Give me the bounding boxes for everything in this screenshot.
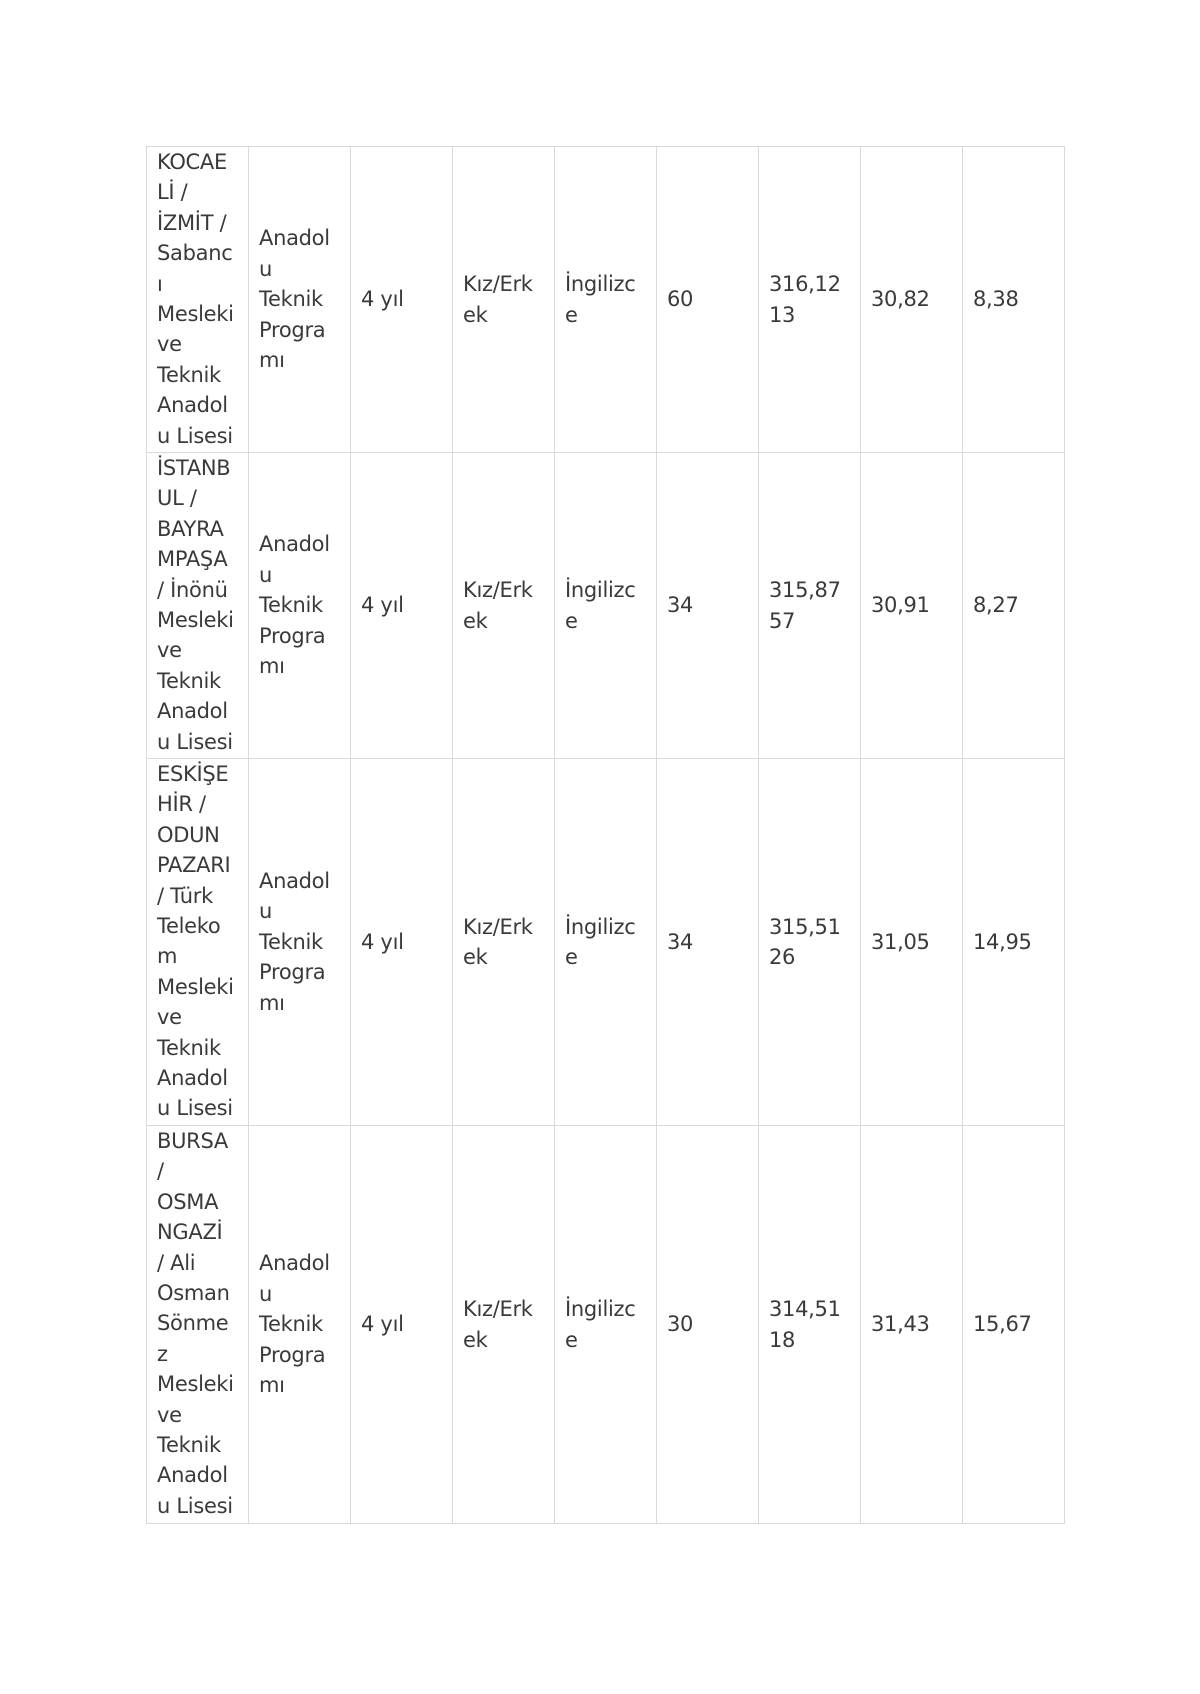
- cell-text-line: ve: [157, 1402, 182, 1427]
- cell-text-line: Mesleki: [157, 302, 234, 327]
- cell-text-line: Anadol: [157, 699, 228, 724]
- cell-text-line: 30: [667, 1312, 694, 1337]
- cell-text-line: Progra: [259, 1342, 326, 1367]
- cell-text-line: İngilizc: [565, 272, 636, 297]
- cell-text-line: Mesleki: [157, 608, 234, 633]
- cell-text-line: 15,67: [973, 1312, 1032, 1337]
- cell-text-line: Mesleki: [157, 1372, 234, 1397]
- cell-text-line: Anadol: [157, 1463, 228, 1488]
- cell-text-line: ODUN: [157, 822, 220, 847]
- cell-text-line: İZMİT /: [157, 210, 227, 235]
- cell-text-line: İngilizc: [565, 914, 636, 939]
- cell-text-line: 315,51: [769, 914, 841, 939]
- school-name-cell: [147, 147, 249, 453]
- cell-text-line: BURSA: [157, 1129, 228, 1153]
- cell-text-line: MPAŞA: [157, 547, 228, 572]
- cell-text-line: u Lisesi: [157, 729, 233, 754]
- last-value-cell: [963, 453, 1065, 759]
- score-cell: [759, 1126, 861, 1524]
- school-name-cell: [147, 453, 249, 759]
- cell-text-line: 31,43: [871, 1312, 930, 1337]
- cell-text-line: 60: [667, 287, 694, 312]
- gender-cell: [453, 453, 555, 759]
- cell-text-line: 4 yıl: [361, 287, 404, 312]
- table-row: [147, 147, 1065, 453]
- cell-text-line: Teknik: [157, 362, 221, 387]
- duration-cell: [351, 759, 453, 1126]
- cell-text-line: Kız/Erk: [463, 272, 533, 297]
- duration-cell: [351, 1126, 453, 1524]
- language-cell: [555, 759, 657, 1126]
- percentile-cell: [861, 453, 963, 759]
- cell-text-line: UL /: [157, 486, 197, 511]
- score-cell: [759, 759, 861, 1126]
- cell-text-line: Teknik: [157, 1035, 221, 1060]
- cell-text-line: 26: [769, 945, 796, 969]
- cell-text-line: mı: [259, 1373, 285, 1398]
- school-table: [146, 146, 1065, 1524]
- last-value-cell: [963, 147, 1065, 453]
- cell-text-line: ve: [157, 1005, 182, 1030]
- cell-text-line: u: [259, 256, 273, 281]
- cell-text-line: Osman: [157, 1281, 230, 1306]
- cell-text-line: e: [565, 608, 578, 633]
- cell-text-line: Teknik: [259, 593, 323, 618]
- percentile-cell: [861, 1126, 963, 1524]
- language-cell: [555, 453, 657, 759]
- cell-text-line: İSTANB: [157, 456, 231, 480]
- cell-text-line: Sabanc: [157, 241, 233, 266]
- cell-text-line: Teknik: [259, 929, 323, 954]
- cell-text-line: 316,12: [769, 272, 841, 297]
- cell-text-line: Teknik: [259, 287, 323, 312]
- last-value-cell: [963, 1126, 1065, 1524]
- cell-text-line: ek: [463, 1327, 488, 1352]
- percentile-cell: [861, 147, 963, 453]
- cell-text-line: 14,95: [973, 929, 1032, 954]
- cell-text-line: u Lisesi: [157, 1096, 233, 1121]
- cell-text-line: 4 yıl: [361, 929, 404, 954]
- cell-text-line: 34: [667, 929, 694, 954]
- cell-text-line: Anadol: [259, 226, 330, 251]
- cell-text-line: 8,27: [973, 593, 1019, 618]
- cell-text-line: Teknik: [157, 1433, 221, 1458]
- cell-text-line: / İnönü: [157, 577, 228, 602]
- cell-text-line: İngilizc: [565, 1297, 636, 1322]
- cell-text-line: u: [259, 899, 273, 924]
- cell-text-line: Kız/Erk: [463, 578, 533, 603]
- cell-text-line: z: [157, 1341, 168, 1366]
- cell-text-line: 4 yıl: [361, 1312, 404, 1337]
- cell-text-line: ek: [463, 945, 488, 969]
- cell-text-line: OSMA: [157, 1189, 219, 1214]
- cell-text-line: Anadol: [259, 868, 330, 893]
- cell-text-line: Sönme: [157, 1311, 229, 1336]
- cell-text-line: mı: [259, 348, 285, 373]
- cell-text-line: 13: [769, 302, 796, 327]
- cell-text-line: 8,38: [973, 287, 1019, 312]
- table-row: [147, 453, 1065, 759]
- cell-text-line: Progra: [259, 623, 326, 648]
- cell-text-line: Anadol: [259, 1251, 330, 1276]
- cell-text-line: Anadol: [157, 393, 228, 418]
- cell-text-line: / Türk: [157, 883, 214, 908]
- cell-text-line: ve: [157, 638, 182, 663]
- cell-text-line: NGAZİ: [157, 1220, 223, 1245]
- cell-text-line: 30,91: [871, 593, 930, 618]
- cell-text-line: e: [565, 945, 578, 969]
- program-cell: [249, 453, 351, 759]
- quota-cell: [657, 759, 759, 1126]
- cell-text-line: Kız/Erk: [463, 914, 533, 939]
- cell-text-line: ek: [463, 608, 488, 633]
- percentile-cell: [861, 759, 963, 1126]
- cell-text-line: 314,51: [769, 1297, 841, 1322]
- cell-text-line: / Ali: [157, 1250, 196, 1275]
- cell-text-line: Lİ /: [157, 180, 188, 205]
- cell-text-line: e: [565, 302, 578, 327]
- cell-text-line: e: [565, 1327, 578, 1352]
- cell-text-line: Anadol: [259, 532, 330, 557]
- cell-text-line: Kız/Erk: [463, 1297, 533, 1322]
- cell-text-line: Teleko: [157, 914, 221, 939]
- cell-text-line: İngilizc: [565, 578, 636, 603]
- cell-text-line: 31,05: [871, 929, 930, 954]
- cell-text-line: u: [259, 562, 273, 587]
- gender-cell: [453, 759, 555, 1126]
- duration-cell: [351, 147, 453, 453]
- cell-text-line: ESKİŞE: [157, 762, 229, 786]
- program-cell: [249, 759, 351, 1126]
- cell-text-line: Teknik: [259, 1312, 323, 1337]
- school-name-cell: [147, 1126, 249, 1524]
- cell-text-line: u: [259, 1281, 273, 1306]
- cell-text-line: mı: [259, 990, 285, 1015]
- language-cell: [555, 1126, 657, 1524]
- quota-cell: [657, 147, 759, 453]
- cell-text-line: ve: [157, 332, 182, 357]
- cell-text-line: KOCAE: [157, 150, 227, 174]
- cell-text-line: Mesleki: [157, 974, 234, 999]
- program-cell: [249, 1126, 351, 1524]
- cell-text-line: ek: [463, 302, 488, 327]
- cell-text-line: HİR /: [157, 792, 206, 817]
- program-cell: [249, 147, 351, 453]
- cell-text-line: Anadol: [157, 1066, 228, 1091]
- last-value-cell: [963, 759, 1065, 1126]
- cell-text-line: Teknik: [157, 668, 221, 693]
- duration-cell: [351, 453, 453, 759]
- score-cell: [759, 147, 861, 453]
- cell-text-line: m: [157, 944, 178, 969]
- quota-cell: [657, 1126, 759, 1524]
- cell-text-line: 30,82: [871, 287, 930, 312]
- cell-text-line: PAZARI: [157, 853, 231, 878]
- cell-text-line: Progra: [259, 317, 326, 342]
- table-row: [147, 1126, 1065, 1524]
- cell-text-line: /: [157, 1159, 164, 1184]
- table-body: [147, 147, 1065, 1524]
- cell-text-line: ı: [157, 271, 163, 296]
- cell-text-line: 18: [769, 1327, 796, 1352]
- cell-text-line: mı: [259, 654, 285, 679]
- score-cell: [759, 453, 861, 759]
- language-cell: [555, 147, 657, 453]
- school-name-cell: [147, 759, 249, 1126]
- gender-cell: [453, 147, 555, 453]
- cell-text-line: Progra: [259, 960, 326, 985]
- cell-text-line: u Lisesi: [157, 1493, 233, 1518]
- cell-text-line: 34: [667, 593, 694, 618]
- cell-text-line: 4 yıl: [361, 593, 404, 618]
- gender-cell: [453, 1126, 555, 1524]
- cell-text-line: 57: [769, 608, 796, 633]
- cell-text-line: u Lisesi: [157, 423, 233, 448]
- quota-cell: [657, 453, 759, 759]
- table-row: [147, 759, 1065, 1126]
- cell-text-line: BAYRA: [157, 516, 224, 541]
- cell-text-line: 315,87: [769, 578, 841, 603]
